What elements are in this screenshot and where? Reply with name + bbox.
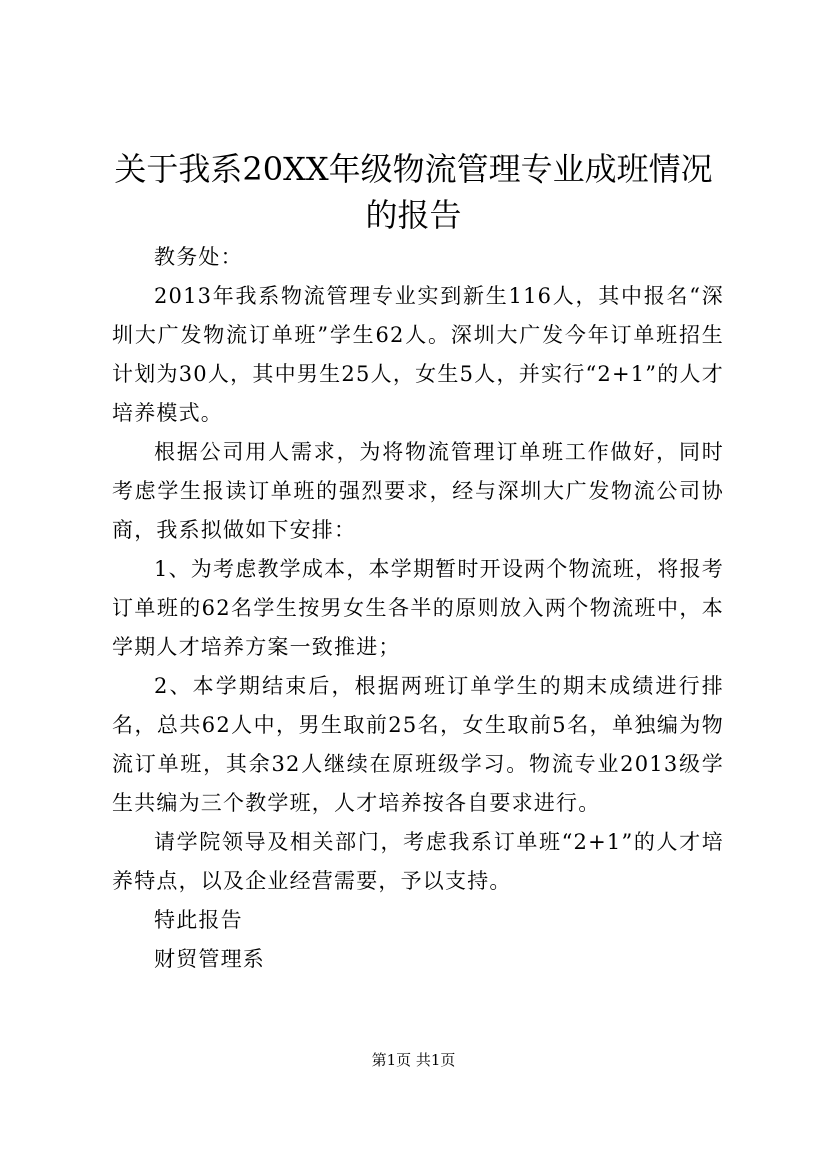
paragraph-request: 请学院领导及相关部门，考虑我系订单班“2+1”的人才培养特点，以及企业经营需要，予以支持。 — [112, 830, 724, 893]
paragraph-item-2: 2、本学期结束后，根据两班订单学生的期末成绩进行排名，总共62人中，男生取前25名，女生取前5名，单独编为物流订单班，其余32人继续在原班级学习。物流专业2013级学生共编为三个教学班，人才培养按各自要求进行。 — [112, 674, 724, 815]
paragraph-reason: 根据公司用人需求，为将物流管理订单班工作做好，同时考虑学生报读订单班的强烈要求，经与深圳大广发物流公司协商，我系拟做如下安排： — [112, 440, 724, 542]
document-body — [112, 238, 724, 979]
page-footer: 第1页 共1页 — [371, 1051, 456, 1069]
paragraph-intro: 2013年我系物流管理专业实到新生116人，其中报名“深圳大广发物流订单班”学生62人。深圳大广发今年订单班招生计划为30人，其中男生25人，女生5人，并实行“2+1”的人才培养模式。 — [112, 284, 724, 425]
paragraph-item-1: 1、为考虑教学成本，本学期暂时开设两个物流班，将报考订单班的62名学生按男女生各半的原则放入两个物流班中，本学期人才培养方案一致推进； — [112, 557, 724, 659]
document-title: 关于我系20XX年级物流管理专业成班情况的报告 — [114, 150, 713, 234]
signature-department: 财贸管理系 — [154, 947, 265, 971]
salutation: 教务处： — [154, 245, 243, 269]
closing-line: 特此报告 — [154, 908, 243, 932]
